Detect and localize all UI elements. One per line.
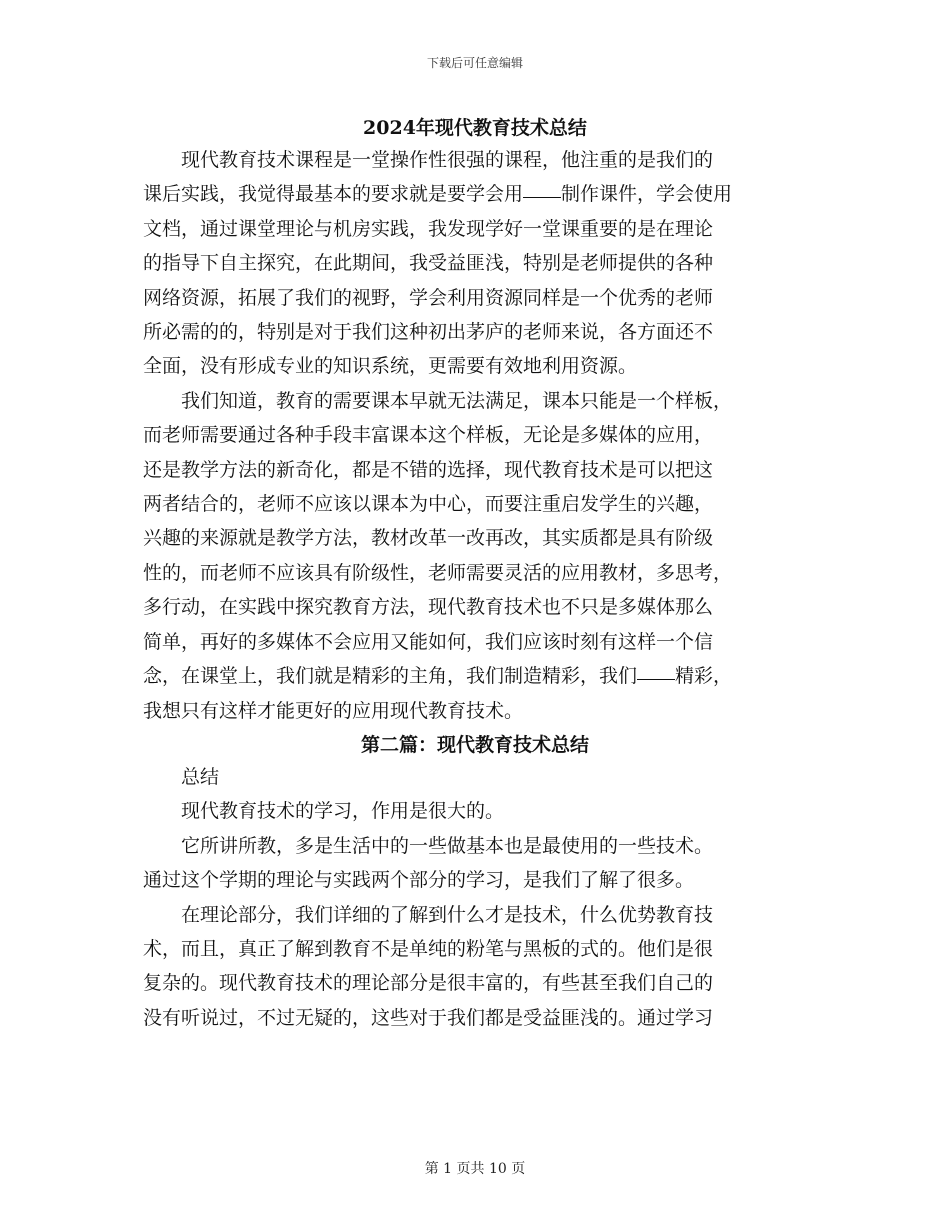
text-line: 两者结合的，老师不应该以课本为中心，而要注重启发学生的兴趣，: [143, 493, 714, 516]
paragraph-2: [143, 384, 807, 728]
text-line: 网络资源，拓展了我们的视野，学会利用资源同样是一个优秀的老师: [143, 286, 714, 309]
text-line: 还是教学方法的新奇化，都是不错的选择，现代教育技术是可以把这: [143, 458, 714, 481]
text-line: 总结: [181, 765, 220, 788]
text-line: 课后实践，我觉得最基本的要求就是要学会用 制作课件，学会使用: [143, 183, 733, 206]
text-line: 现代教育技术的学习，作用是很大的。: [181, 800, 505, 823]
text-line: 而老师需要通过各种手段丰富课本这个样板，无论是多媒体的应用，: [143, 424, 714, 447]
paragraph-5: [143, 829, 807, 898]
text-line: 我想只有这样才能更好的应用现代教育技术。: [143, 699, 524, 722]
article-title: 2024年现代教育技术总结: [363, 117, 587, 139]
text-line: 我们知道，教育的需要课本早就无法满足，课本只能是一个样板，: [181, 389, 733, 412]
text-line: 通过这个学期的理论与实践两个部分的学习，是我们了解了很多。: [143, 869, 695, 892]
text-line: 简单，再好的多媒体不会应用又能如何，我们应该时刻有这样一个信: [143, 630, 714, 653]
blank-gap: [637, 678, 675, 680]
paragraph-6: [143, 898, 807, 1036]
text-line: 复杂的。现代教育技术的理论部分是很丰富的，有些甚至我们自己的: [143, 972, 714, 995]
page-number: 第 1 页共 10 页: [424, 1161, 526, 1177]
text-line: 的指导下自主探究，在此期间，我受益匪浅，特别是老师提供的各种: [143, 252, 714, 275]
text-line: 在理论部分，我们详细的了解到什么才是技术，什么优势教育技: [181, 903, 714, 926]
text-line: 兴趣的来源就是教学方法，教材改革一改再改，其实质都是具有阶级: [143, 527, 714, 550]
paragraph-4: [143, 794, 807, 828]
text-line: 它所讲所教，多是生活中的一些做基本也是最使用的一些技术。: [181, 834, 714, 857]
text-line: 所必需的的，特别是对于我们这种初出茅庐的老师来说，各方面还不: [143, 321, 714, 344]
text-line: 性的，而老师不应该具有阶级性，老师需要灵活的应用教材，多思考，: [143, 561, 733, 584]
text-line: 文档，通过课堂理论与机房实践，我发现学好一堂课重要的是在理论: [143, 217, 714, 240]
section-title: 第二篇：现代教育技术总结: [360, 733, 589, 756]
paragraph-3: [143, 760, 807, 794]
text-line: 念，在课堂上，我们就是精彩的主角，我们制造精彩，我们 精彩，: [143, 665, 733, 688]
text-line: 现代教育技术课程是一堂操作性很强的课程，他注重的是我们的: [181, 149, 714, 171]
text-line: 没有听说过，不过无疑的，这些对于我们都是受益匪浅的。通过学习: [143, 1006, 714, 1029]
text-line: 术，而且，真正了解到教育不是单纯的粉笔与黑板的式的。他们是很: [143, 937, 714, 960]
header-note: 下载后可任意编辑: [426, 56, 523, 70]
document-body: [143, 113, 807, 1035]
paragraph-1: [143, 143, 807, 384]
text-line: 全面，没有形成专业的知识系统，更需要有效地利用资源。: [143, 355, 638, 378]
blank-gap: [523, 196, 561, 198]
text-line: 多行动，在实践中探究教育方法，现代教育技术也不只是多媒体那么: [143, 596, 714, 619]
